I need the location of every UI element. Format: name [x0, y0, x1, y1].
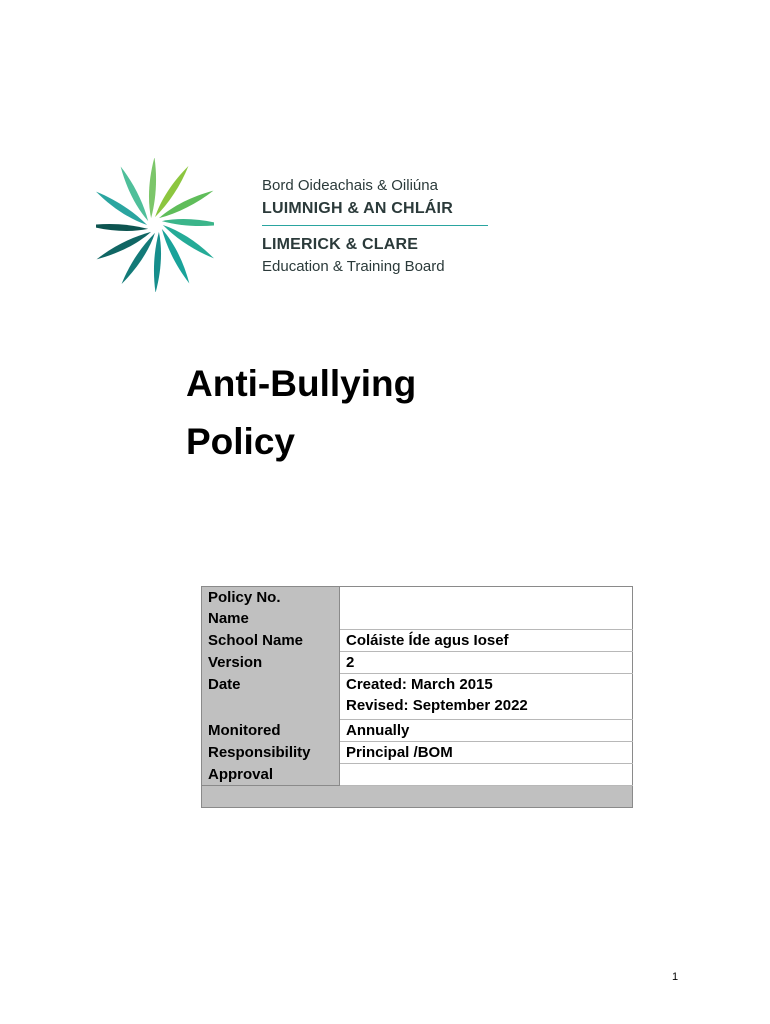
value-responsibility: Principal /BOM: [340, 742, 633, 764]
label-name: Name: [208, 610, 249, 627]
table-footer-row: [202, 785, 633, 807]
logo-irish-title: LUIMNIGH & AN CHLÁIR: [262, 200, 453, 217]
value-date-created: Created: March 2015: [346, 676, 493, 693]
label-responsibility: Responsibility: [202, 742, 340, 764]
label-monitored: Monitored: [202, 720, 340, 742]
logo-english-subtitle: Education & Training Board: [262, 258, 445, 275]
value-date-revised: Revised: September 2022: [346, 697, 528, 714]
table-row: [202, 587, 633, 630]
label-date: Date: [202, 674, 340, 720]
value-approval: [340, 764, 633, 786]
table-row: [202, 742, 633, 764]
table-row: [202, 652, 633, 674]
page-number: 1: [672, 971, 679, 983]
title-line-2: Policy: [186, 421, 295, 462]
table-value: [340, 587, 633, 630]
table-row: [202, 674, 633, 720]
label-version: Version: [202, 652, 340, 674]
table-row: [202, 720, 633, 742]
etb-logo-icon: [96, 158, 214, 292]
policy-details-table: [201, 586, 633, 808]
label-approval: Approval: [202, 764, 340, 786]
document-title: [186, 355, 416, 471]
table-row: [202, 764, 633, 786]
value-monitored: Annually: [340, 720, 633, 742]
logo-english-title: LIMERICK & CLARE: [262, 236, 419, 253]
table-row: [202, 630, 633, 652]
table-footer-cell: [202, 785, 633, 807]
logo-divider: [262, 225, 488, 226]
logo-irish-subtitle: Bord Oideachais & Oiliúna: [262, 177, 438, 194]
value-school-name: Coláiste Íde agus Iosef: [340, 630, 633, 652]
title-line-1: Anti-Bullying: [186, 363, 417, 404]
table-label: [202, 587, 340, 630]
label-school-name: School Name: [202, 630, 340, 652]
value-version: 2: [340, 652, 633, 674]
value-date: [340, 674, 633, 720]
etb-logo-text: [262, 176, 492, 277]
label-policy-no: Policy No.: [208, 589, 281, 606]
